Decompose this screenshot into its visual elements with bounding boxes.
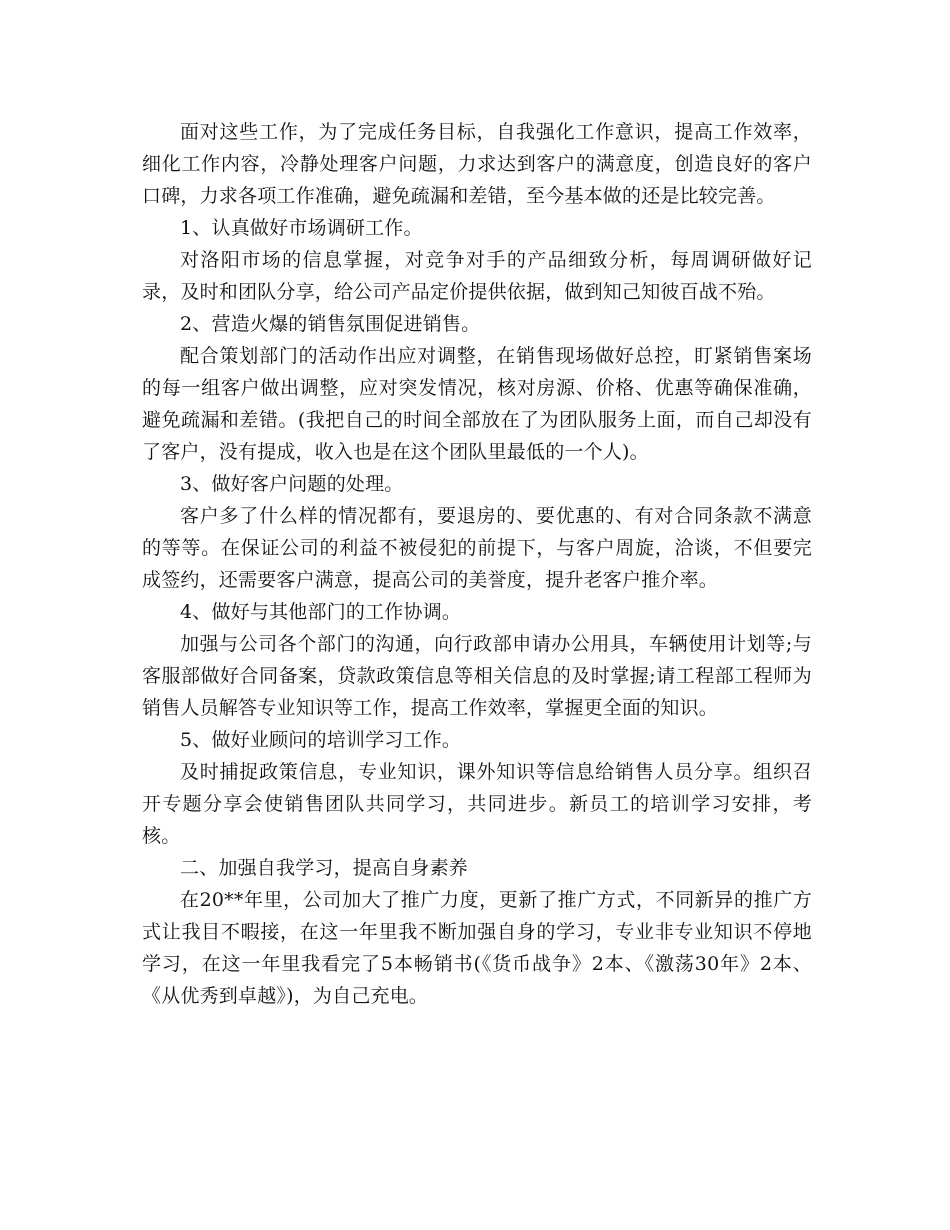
section-heading-4: 4、做好与其他部门的工作协调。 (180, 601, 462, 623)
document-body (142, 116, 812, 1012)
section-heading-2: 2、营造火爆的销售氛围促进销售。 (180, 313, 481, 335)
section-heading-learning: 二、加强自我学习，提高自身素养 (180, 857, 469, 879)
paragraph-market-research: 对洛阳市场的信息掌握，对竞争对手的产品细致分析，每周调研做好记录，及时和团队分享，给公司产品定价提供依据，做到知己知彼百战不殆。 (142, 249, 812, 303)
section-heading-3: 3、做好客户问题的处理。 (180, 473, 404, 495)
paragraph-department-coordination: 加强与公司各个部门的沟通，向行政部申请办公用具，车辆使用计划等;与客服部做好合同备案，贷款政策信息等相关信息的及时掌握;请工程部工程师为销售人员解答专业知识等工作，提高工作效率，掌握更全面的知识。 (142, 633, 812, 719)
paragraph-training: 及时捕捉政策信息，专业知识，课外知识等信息给销售人员分享。组织召开专题分享会使销售团队共同学习，共同进步。新员工的培训学习安排，考核。 (142, 761, 812, 847)
section-heading-1: 1、认真做好市场调研工作。 (180, 217, 423, 239)
paragraph-self-learning: 在20**年里，公司加大了推广力度，更新了推广方式，不同新异的推广方式让我目不暇接，在这一年里我不断加强自身的学习，专业非专业知识不停地学习，在这一年里我看完了5本畅销书(《货币战争》2本、《激荡30年》2本、《从优秀到卓越》)，为自己充电。 (142, 889, 812, 1007)
paragraph-intro: 面对这些工作，为了完成任务目标，自我强化工作意识，提高工作效率，细化工作内容，冷静处理客户问题，力求达到客户的满意度，创造良好的客户口碑，力求各项工作准确，避免疏漏和差错，至今基本做的还是比较完善。 (142, 121, 812, 207)
paragraph-sales-atmosphere: 配合策划部门的活动作出应对调整，在销售现场做好总控，盯紧销售案场的每一组客户做出调整，应对突发情况，核对房源、价格、优惠等确保准确，避免疏漏和差错。(我把自己的时间全部放在了为团队服务上面，而自己却没有了客户，没有提成，收入也是在这个团队里最低的一个人)。 (142, 345, 812, 463)
paragraph-customer-issues: 客户多了什么样的情况都有，要退房的、要优惠的、有对合同条款不满意的等等。在保证公司的利益不被侵犯的前提下，与客户周旋，洽谈，不但要完成签约，还需要客户满意，提高公司的美誉度，提升老客户推介率。 (142, 505, 812, 591)
section-heading-5: 5、做好业顾问的培训学习工作。 (180, 729, 462, 751)
